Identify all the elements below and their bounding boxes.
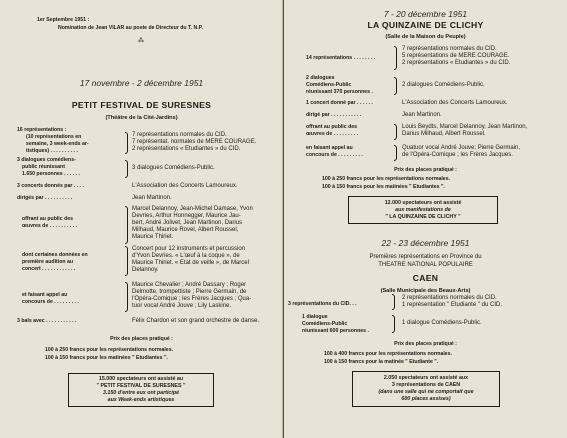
sur-r3-label: 3 concerts donnés par . . . .	[17, 183, 84, 189]
sur-r6-label-3: concert . . . . . . . . . . . .	[22, 266, 76, 272]
ornament: ⁂	[138, 38, 144, 44]
caen-r1-value-1: 2 représentations normales du CID.	[402, 295, 497, 301]
cli-r2-label-3: réunissant 370 personnes .	[306, 89, 373, 95]
brace	[394, 46, 397, 70]
brace	[125, 160, 128, 178]
cli-r3-label: 1 concert donné par . . . . . .	[306, 100, 373, 106]
suresnes-attendance-box	[68, 373, 214, 407]
cli-r5-value-1: Louis Beydts, Marcel Delannoy, Jean Martinon,	[402, 124, 528, 130]
sur-r6-label-1: dont certaines données en	[22, 252, 88, 258]
sur-r6-label-2: première audition au	[22, 259, 74, 265]
sur-r7-value-4: tuor vocal André Jouve ; Lily Laskine.	[132, 303, 232, 309]
cli-r3-value: L'Association des Concerts Lamoureux.	[402, 100, 508, 106]
sur-r7-value-1: Maurice Chevalier ; André Dassary ; Roger	[132, 282, 247, 288]
sur-r1-label-2: (10 représentations en	[26, 134, 82, 140]
sur-r1-value-3: 2 représentations « Etudiantes » du CID.	[132, 146, 241, 152]
sur-r1-value-1: 7 représentations normales du CID.	[132, 132, 227, 138]
sur-box-line-1: 15.000 spectateurs ont assisté au	[98, 376, 184, 382]
cli-prices-heading: Prix des places pratiqué :	[394, 167, 457, 173]
cli-box-line-3: " LA QUINZAINE DE CLICHY "	[385, 213, 461, 220]
cli-box-line-2: aux manifestations de	[395, 206, 451, 213]
cli-r5-label-1: offrant au public des	[306, 124, 358, 130]
left-page	[0, 0, 283, 438]
caen-prices-heading: Prix des places pratiqué :	[394, 341, 457, 347]
cli-r5-value-2: Darius Milhaud, Albert Roussel.	[402, 131, 486, 137]
sur-r8-value: Félix Chardon et son grand orchestre de danse.	[132, 318, 260, 324]
suresnes-dates: 17 novembre - 2 décembre 1951	[79, 78, 204, 88]
sur-r7-label-2: concours de . . . . . . . . .	[22, 299, 79, 305]
caen-r1-value-2: 1 représentation " Etudiante " du CID.	[402, 302, 502, 308]
header-nomination-line: Nomination de Jean VILAR au poste de Directeur du T. N.P.	[58, 25, 203, 31]
sur-r6-value-4: Delannoy.	[132, 267, 159, 273]
caen-r2-label-2: Comédiens-Public	[302, 321, 348, 327]
sur-r7-value-3: l'Opéra-Comique ; les Frères Jacques ; Qua-	[132, 296, 252, 302]
cli-r5-label-2: œuvres de . . . . . . . . .	[306, 131, 359, 137]
brace	[392, 294, 395, 310]
sur-r2-value: 3 dialogues Comédiens-Public.	[132, 165, 215, 171]
brace	[125, 246, 128, 276]
sur-prices-line-2: 100 à 150 francs pour les matinées " Etudiantes ".	[45, 355, 168, 361]
sur-r4-label: dirigés par . . . . . . . . . .	[17, 195, 73, 201]
cli-r1-value-1: 7 représentations normales du CID.	[402, 46, 497, 52]
caen-r2-label-1: 1 dialogue	[302, 314, 328, 320]
cli-prices-line-2: 100 à 150 francs pour les matinées " Etudiantes ".	[322, 184, 445, 190]
clichy-attendance-box	[348, 196, 498, 224]
sur-r1-label-4: tistiques) . . . . . . . . . .	[26, 148, 78, 154]
cli-r6-label-2: concours de . . . . . . . . .	[306, 152, 363, 158]
brace	[125, 206, 128, 244]
cli-box-line-1: 12.000 spectateurs ont assisté	[384, 199, 462, 206]
sur-box-line-4: aux Week-ends artistiques	[107, 397, 175, 403]
caen-venue: (Salle Municipale des Beaux-Arts)	[380, 288, 471, 294]
cli-prices-line-1: 100 à 250 francs pour les représentations normales.	[322, 176, 451, 182]
caen-intro-2: THEATRE NATIONAL POPULAIRE	[378, 262, 473, 268]
sur-r5-label-2: œuvres de . . . . . . . . . .	[22, 223, 78, 229]
caen-intro-1: Premières représentations en Province du	[369, 254, 482, 260]
cli-r1-label: 14 représentations . . . . . . . .	[306, 55, 376, 61]
sur-prices-line-1: 100 à 250 francs pour les représentations normales.	[45, 347, 174, 353]
sur-r5-value-4: Milhaud, Maurice Rovel, Albert Roussel,	[132, 227, 239, 233]
caen-box-line-1: 2.050 spectateurs ont assisté aux	[383, 375, 469, 381]
clichy-venue: (Salle de la Maison du Peuple)	[385, 34, 466, 40]
sur-r5-value-5: Maurice Thiriet.	[132, 234, 174, 240]
caen-dates: 22 - 23 décembre 1951	[381, 238, 470, 248]
caen-prices-line-2: 100 à 150 francs pour la matinée " Etudiante ".	[324, 359, 439, 365]
caen-r1-label: 3 représentations du CID. . .	[288, 301, 357, 307]
caen-box-line-2: 3 représentations de CAEN	[391, 382, 461, 388]
right-page	[284, 0, 567, 438]
clichy-title: LA QUINZAINE DE CLICHY	[367, 20, 484, 30]
caen-box-line-3: (dans une salle qui ne comportait que	[378, 389, 474, 395]
brace	[392, 315, 395, 333]
caen-title: CAEN	[412, 273, 439, 283]
sur-box-line-3: 3.150 d'entre eux ont participé	[102, 390, 180, 396]
suresnes-venue: (Théâtre de la Cité-Jardins)	[105, 115, 178, 121]
sur-r6-value-3: Maurice Thiriet. « Etat de veille », de Marcel	[132, 260, 249, 266]
cli-r6-value-2: de l'Opéra-Comique ; les Frères Jacques.	[402, 152, 513, 158]
sur-r1-value-2: 7 représentat. normales de MERE COURAGE.	[132, 139, 257, 145]
sur-r5-value-2: Devries, Arthur Honnegger, Maurice Jau-	[132, 213, 241, 219]
sur-r3-value: L'Association des Concerts Lamoureux.	[132, 183, 238, 189]
sur-r7-label-1: et faisant appel au	[22, 292, 68, 298]
sur-r8-label: 3 bals avec . . . . . . . . . . .	[17, 318, 77, 324]
cli-r6-label-1: en faisant appel au	[306, 145, 353, 151]
clichy-dates: 7 - 20 décembre 1951	[383, 9, 468, 19]
cli-r4-value: Jean Martinon.	[402, 112, 442, 118]
caen-prices-line-1: 100 à 400 francs pour les représentations normales.	[324, 351, 453, 357]
cli-r2-label-2: Comédiens-Public	[306, 82, 352, 88]
sur-box-line-2: " PETIT FESTIVAL DE SURESNES "	[96, 383, 186, 389]
cli-r4-label: dirigé par . . . . . . . . . . .	[306, 112, 362, 118]
cli-r1-value-3: 2 représentations « Etudiantes » du CID.	[402, 60, 511, 66]
suresnes-title: PETIT FESTIVAL DE SURESNES	[71, 100, 212, 110]
sur-r2-label-3: 1.650 personnes . . . . . .	[22, 171, 80, 177]
sur-r1-label-3: semaine, 3 week-ends ar-	[26, 141, 89, 147]
brace	[125, 132, 128, 154]
brace	[394, 77, 397, 95]
sur-r7-value-2: Delmotte, trompettiste ; Pierre Germain, de	[132, 289, 247, 295]
caen-r2-value: 1 dialogue Comédiens-Public.	[402, 320, 482, 326]
sur-r5-value-1: Marcel Delannoy, Jean-Michel Damase, Yvon	[132, 206, 253, 212]
sur-r5-value-3: bert, André Jolivet, Jean Martinon, Darius	[132, 220, 243, 226]
brace	[394, 145, 397, 161]
sur-prices-heading: Prix des places pratiqué :	[110, 336, 173, 342]
cli-r2-label-1: 2 dialogues	[306, 75, 335, 81]
cli-r6-value-1: Quatuor vocal André Jouve; Pierre Germain,	[402, 145, 521, 151]
sur-r1-label-1: 16 représentations :	[17, 127, 67, 133]
header-date-line: 1er Septembre 1951 :	[37, 17, 90, 23]
caen-box-line-4: 600 places assises)	[401, 396, 451, 402]
sur-r5-label-1: offrant au public des	[22, 216, 74, 222]
cli-r2-value: 2 dialogues Comédiens-Public.	[402, 82, 485, 88]
sur-r2-label-2: public réunissant	[22, 164, 65, 170]
caen-r2-label-3: réunissant 600 personnes .	[302, 328, 369, 334]
sur-r6-value-2: d'Yvon Devries. « L'œuf à la coque », de	[132, 253, 240, 259]
sur-r4-value: Jean Martinon.	[132, 195, 172, 201]
cli-r1-value-2: 5 représentations de MERE COURAGE.	[402, 53, 510, 59]
caen-attendance-box	[352, 371, 500, 407]
brace	[394, 124, 397, 140]
sur-r2-label-1: 3 dialogues comédiens-	[17, 157, 76, 163]
sur-r6-value-1: Concert pour 12 instruments et percussion	[132, 246, 246, 252]
brace	[125, 282, 128, 312]
